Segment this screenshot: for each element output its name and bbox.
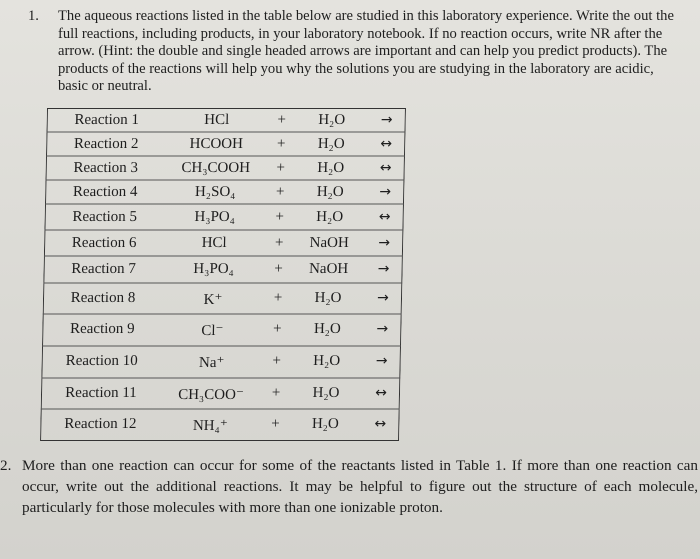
reaction-name: Reaction 3	[73, 160, 139, 176]
question-1	[28, 8, 678, 96]
plus-sign: +	[275, 184, 285, 200]
plus-sign: +	[270, 416, 280, 432]
reaction-name: Reaction 10	[65, 353, 138, 369]
reaction-arrow: ↔	[379, 160, 392, 176]
reactant-2: H₂O	[313, 321, 341, 337]
plus-sign: +	[275, 209, 285, 225]
plus-sign: +	[274, 261, 284, 277]
reaction-name: Reaction 4	[72, 184, 138, 200]
reaction-arrow: →	[377, 261, 390, 277]
reactant-1: HCl	[201, 235, 227, 251]
reaction-name: Reaction 2	[73, 136, 139, 152]
reactant-2: H₂O	[316, 209, 344, 225]
reactant-1: Cl⁻	[201, 323, 224, 339]
reaction-arrow: →	[378, 235, 391, 251]
reactant-2: H₂O	[314, 290, 342, 306]
reaction-name: Reaction 12	[64, 416, 137, 432]
plus-sign: +	[272, 353, 282, 369]
reactant-1: Na⁺	[198, 355, 225, 371]
question-1-number: 1.	[28, 8, 39, 24]
reactant-1: K⁺	[203, 292, 223, 308]
reactant-2: H₂O	[317, 160, 345, 176]
plus-sign: +	[273, 290, 283, 306]
reactant-2: H₂O	[318, 112, 346, 128]
reaction-name: Reaction 7	[71, 261, 137, 277]
plus-sign: +	[274, 235, 284, 251]
reaction-arrow: →	[380, 112, 393, 128]
reactant-1: NH₄⁺	[192, 418, 228, 434]
plus-sign: +	[272, 321, 282, 337]
reaction-arrow: →	[379, 184, 392, 200]
reaction-name: Reaction 8	[70, 290, 136, 306]
question-2	[0, 455, 698, 518]
question-1-text: The aqueous reactions listed in the table below are studied in this laboratory experience. Write the out the full reactions, including products, in your laboratory notebook. If no reaction occurs, write NR after the arrow. (Hint: the double and single headed arrows are important and can help you predict products). The products of the reactions will help you why the solutions you are studying in the laboratory are acidic, basic or neutral.	[58, 8, 674, 94]
reactant-2: H₂O	[317, 136, 345, 152]
reaction-arrow: →	[375, 353, 388, 369]
plus-sign: +	[271, 385, 281, 401]
question-2-number: 2.	[0, 457, 12, 474]
reaction-arrow: ↔	[380, 136, 393, 152]
reactant-1: CH₃COOH	[181, 160, 251, 176]
reactant-1: H₃PO₄	[193, 261, 235, 277]
reactant-1: HCOOH	[189, 136, 244, 152]
reactant-1: HCl	[204, 112, 230, 128]
reaction-name: Reaction 5	[72, 209, 138, 225]
reaction-name: Reaction 6	[71, 235, 137, 251]
plus-sign: +	[277, 112, 287, 128]
reaction-name: Reaction 9	[69, 321, 135, 337]
reaction-arrow: ↔	[378, 209, 391, 225]
reactant-2: NaOH	[308, 261, 349, 277]
reaction-arrow: →	[376, 290, 390, 306]
question-2-text: More than one reaction can occur for some of the reactants listed in Table 1. If more than one reaction can occur, write out the additional reactions. It may be helpful to figure out the structure of each molecule, particularly for those molecules with more than one ionizable proton.	[22, 457, 698, 516]
reaction-arrow: →	[376, 321, 389, 337]
reactant-1: H₃PO₄	[194, 209, 236, 225]
reaction-arrow: ↔	[374, 385, 388, 401]
reaction-name: Reaction 11	[65, 385, 137, 401]
reaction-arrow: ↔	[374, 416, 387, 432]
reactant-1: H₂SO₄	[194, 184, 236, 200]
reactant-1: CH₃COO⁻	[177, 387, 244, 403]
reactant-2: H₂O	[312, 385, 340, 401]
plus-sign: +	[276, 160, 286, 176]
plus-sign: +	[276, 136, 286, 152]
reactant-2: H₂O	[313, 353, 341, 369]
reaction-name: Reaction 1	[74, 112, 140, 128]
reactions-table	[40, 108, 406, 441]
reactant-2: NaOH	[309, 235, 349, 251]
reactant-2: H₂O	[311, 416, 340, 432]
reactant-2: H₂O	[316, 184, 344, 200]
